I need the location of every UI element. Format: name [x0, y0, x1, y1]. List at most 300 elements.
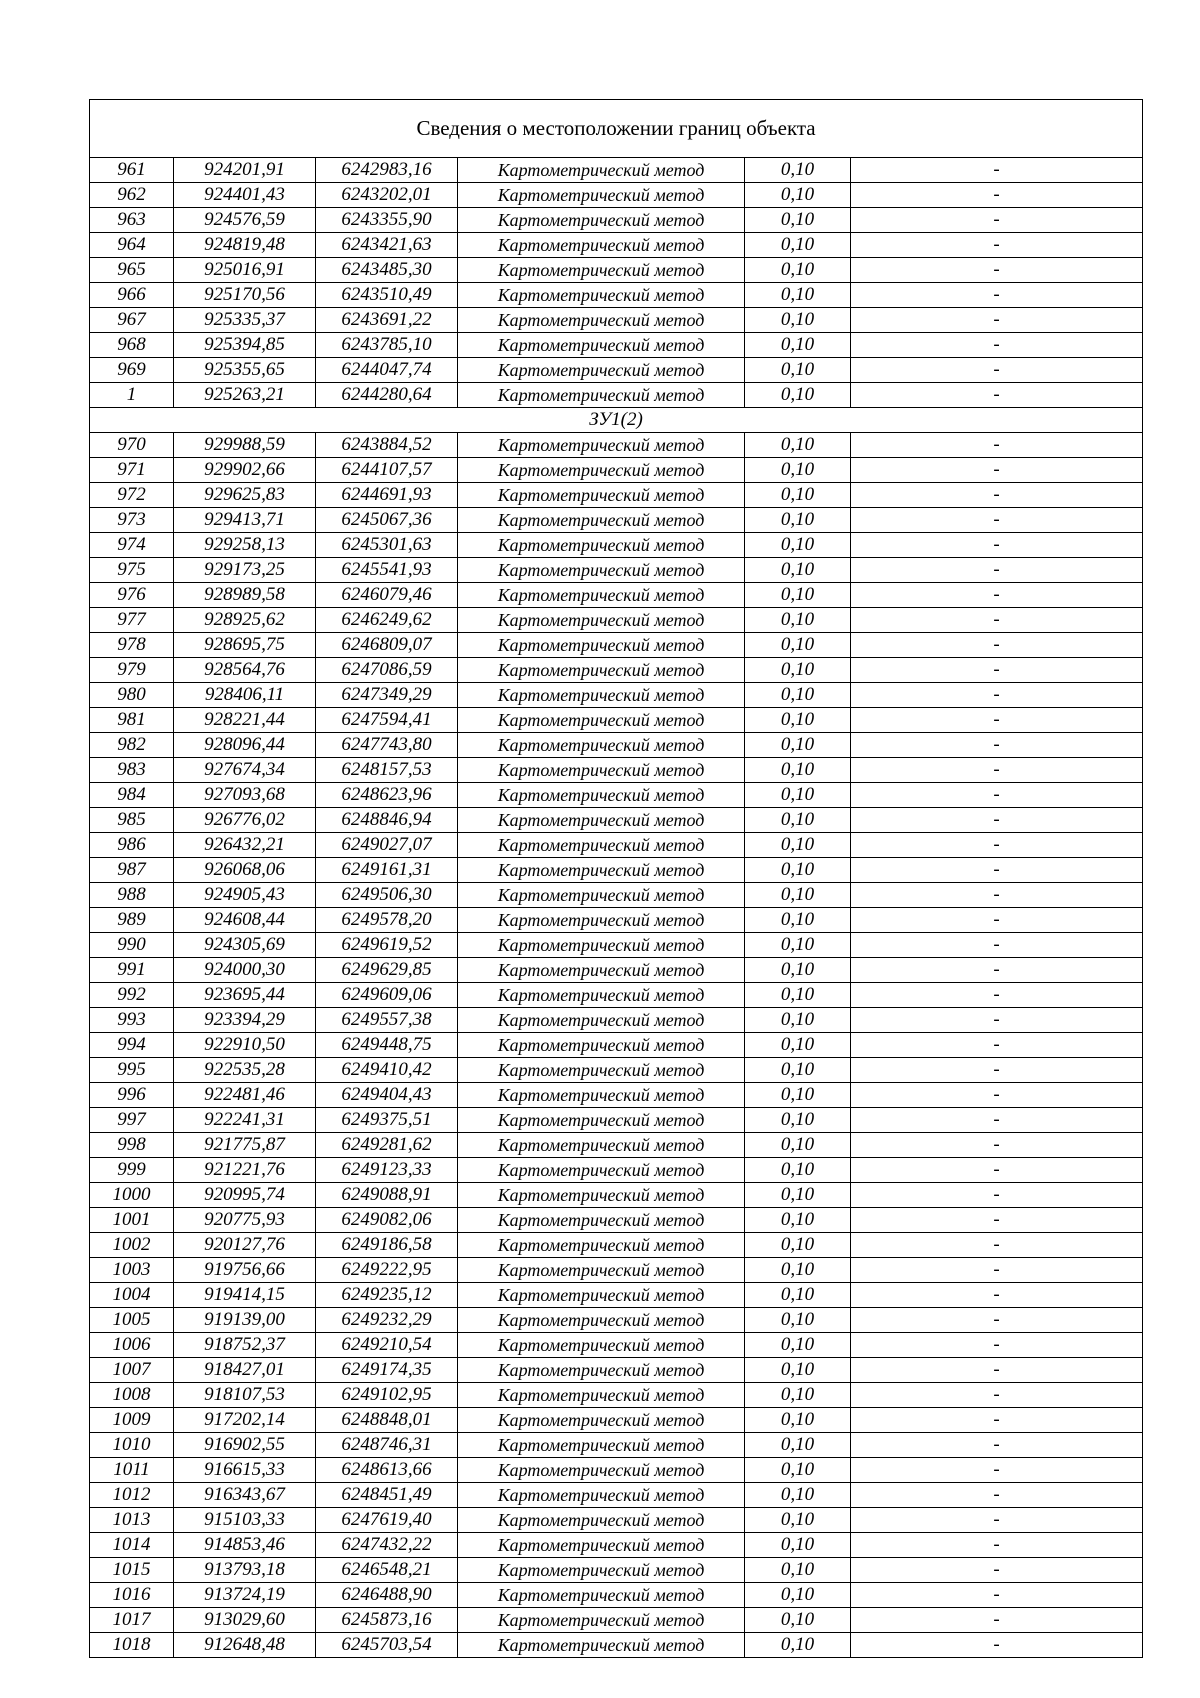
- note-cell: -: [851, 958, 1143, 983]
- note-cell: -: [851, 1458, 1143, 1483]
- table-row: [90, 883, 1143, 908]
- y-coordinate-cell: 6248746,31: [316, 1433, 458, 1458]
- point-number-cell: 992: [90, 983, 174, 1008]
- y-coordinate-cell: 6246548,21: [316, 1558, 458, 1583]
- section-label: ЗУ1(2): [90, 408, 1143, 433]
- table-row: [90, 233, 1143, 258]
- y-coordinate-cell: 6243202,01: [316, 183, 458, 208]
- point-number-cell: 997: [90, 1108, 174, 1133]
- point-number-cell: 979: [90, 658, 174, 683]
- table-row: [90, 1583, 1143, 1608]
- point-number-cell: 988: [90, 883, 174, 908]
- note-cell: -: [851, 783, 1143, 808]
- table-row: [90, 758, 1143, 783]
- note-cell: -: [851, 183, 1143, 208]
- table-row: [90, 1358, 1143, 1383]
- table-row: [90, 1533, 1143, 1558]
- accuracy-cell: 0,10: [745, 1208, 851, 1233]
- accuracy-cell: 0,10: [745, 1058, 851, 1083]
- y-coordinate-cell: 6248623,96: [316, 783, 458, 808]
- boundary-coordinates-table: [89, 99, 1143, 1658]
- accuracy-cell: 0,10: [745, 983, 851, 1008]
- note-cell: -: [851, 933, 1143, 958]
- y-coordinate-cell: 6244691,93: [316, 483, 458, 508]
- accuracy-cell: 0,10: [745, 908, 851, 933]
- note-cell: -: [851, 1558, 1143, 1583]
- method-cell: Картометрический метод: [458, 1208, 745, 1233]
- method-cell: Картометрический метод: [458, 1433, 745, 1458]
- x-coordinate-cell: 916343,67: [174, 1483, 316, 1508]
- accuracy-cell: 0,10: [745, 1233, 851, 1258]
- accuracy-cell: 0,10: [745, 583, 851, 608]
- x-coordinate-cell: 924905,43: [174, 883, 316, 908]
- point-number-cell: 989: [90, 908, 174, 933]
- point-number-cell: 1000: [90, 1183, 174, 1208]
- method-cell: Картометрический метод: [458, 708, 745, 733]
- y-coordinate-cell: 6249629,85: [316, 958, 458, 983]
- accuracy-cell: 0,10: [745, 658, 851, 683]
- x-coordinate-cell: 929625,83: [174, 483, 316, 508]
- point-number-cell: 967: [90, 308, 174, 333]
- accuracy-cell: 0,10: [745, 1108, 851, 1133]
- accuracy-cell: 0,10: [745, 733, 851, 758]
- accuracy-cell: 0,10: [745, 958, 851, 983]
- method-cell: Картометрический метод: [458, 1033, 745, 1058]
- method-cell: Картометрический метод: [458, 283, 745, 308]
- table-row: [90, 1383, 1143, 1408]
- accuracy-cell: 0,10: [745, 608, 851, 633]
- accuracy-cell: 0,10: [745, 1533, 851, 1558]
- accuracy-cell: 0,10: [745, 558, 851, 583]
- method-cell: Картометрический метод: [458, 558, 745, 583]
- table-row: [90, 958, 1143, 983]
- method-cell: Картометрический метод: [458, 1408, 745, 1433]
- note-cell: -: [851, 1633, 1143, 1658]
- note-cell: -: [851, 858, 1143, 883]
- point-number-cell: 1007: [90, 1358, 174, 1383]
- table-row: [90, 1433, 1143, 1458]
- y-coordinate-cell: 6249235,12: [316, 1283, 458, 1308]
- x-coordinate-cell: 916902,55: [174, 1433, 316, 1458]
- note-cell: -: [851, 1083, 1143, 1108]
- point-number-cell: 982: [90, 733, 174, 758]
- accuracy-cell: 0,10: [745, 1633, 851, 1658]
- note-cell: -: [851, 333, 1143, 358]
- method-cell: Картометрический метод: [458, 433, 745, 458]
- point-number-cell: 990: [90, 933, 174, 958]
- y-coordinate-cell: 6245703,54: [316, 1633, 458, 1658]
- x-coordinate-cell: 913724,19: [174, 1583, 316, 1608]
- table-row: [90, 508, 1143, 533]
- note-cell: -: [851, 1433, 1143, 1458]
- accuracy-cell: 0,10: [745, 383, 851, 408]
- point-number-cell: 1016: [90, 1583, 174, 1608]
- x-coordinate-cell: 925394,85: [174, 333, 316, 358]
- note-cell: -: [851, 758, 1143, 783]
- point-number-cell: 1014: [90, 1533, 174, 1558]
- point-number-cell: 981: [90, 708, 174, 733]
- table-row: [90, 858, 1143, 883]
- point-number-cell: 973: [90, 508, 174, 533]
- x-coordinate-cell: 922910,50: [174, 1033, 316, 1058]
- accuracy-cell: 0,10: [745, 1258, 851, 1283]
- y-coordinate-cell: 6249506,30: [316, 883, 458, 908]
- x-coordinate-cell: 928925,62: [174, 608, 316, 633]
- note-cell: -: [851, 1208, 1143, 1233]
- table-row: [90, 1508, 1143, 1533]
- y-coordinate-cell: 6249410,42: [316, 1058, 458, 1083]
- x-coordinate-cell: 926068,06: [174, 858, 316, 883]
- table-row: [90, 383, 1143, 408]
- table-row: [90, 433, 1143, 458]
- accuracy-cell: 0,10: [745, 1358, 851, 1383]
- note-cell: -: [851, 1283, 1143, 1308]
- note-cell: -: [851, 1383, 1143, 1408]
- x-coordinate-cell: 929173,25: [174, 558, 316, 583]
- method-cell: Картометрический метод: [458, 333, 745, 358]
- accuracy-cell: 0,10: [745, 1183, 851, 1208]
- y-coordinate-cell: 6246079,46: [316, 583, 458, 608]
- method-cell: Картометрический метод: [458, 858, 745, 883]
- table-row: [90, 1133, 1143, 1158]
- accuracy-cell: 0,10: [745, 1308, 851, 1333]
- table-row: [90, 1408, 1143, 1433]
- table-row: [90, 483, 1143, 508]
- accuracy-cell: 0,10: [745, 333, 851, 358]
- method-cell: Картометрический метод: [458, 183, 745, 208]
- y-coordinate-cell: 6249210,54: [316, 1333, 458, 1358]
- point-number-cell: 1018: [90, 1633, 174, 1658]
- method-cell: Картометрический метод: [458, 1083, 745, 1108]
- y-coordinate-cell: 6247743,80: [316, 733, 458, 758]
- table-row: [90, 783, 1143, 808]
- x-coordinate-cell: 912648,48: [174, 1633, 316, 1658]
- x-coordinate-cell: 922481,46: [174, 1083, 316, 1108]
- y-coordinate-cell: 6245541,93: [316, 558, 458, 583]
- note-cell: -: [851, 1308, 1143, 1333]
- point-number-cell: 1002: [90, 1233, 174, 1258]
- section-row: [90, 408, 1143, 433]
- point-number-cell: 987: [90, 858, 174, 883]
- method-cell: Картометрический метод: [458, 258, 745, 283]
- note-cell: -: [851, 583, 1143, 608]
- accuracy-cell: 0,10: [745, 1158, 851, 1183]
- accuracy-cell: 0,10: [745, 708, 851, 733]
- point-number-cell: 996: [90, 1083, 174, 1108]
- y-coordinate-cell: 6244280,64: [316, 383, 458, 408]
- x-coordinate-cell: 928221,44: [174, 708, 316, 733]
- table-row: [90, 458, 1143, 483]
- point-number-cell: 983: [90, 758, 174, 783]
- point-number-cell: 1006: [90, 1333, 174, 1358]
- x-coordinate-cell: 924201,91: [174, 158, 316, 183]
- method-cell: Картометрический метод: [458, 1358, 745, 1383]
- accuracy-cell: 0,10: [745, 758, 851, 783]
- method-cell: Картометрический метод: [458, 1158, 745, 1183]
- table-row: [90, 658, 1143, 683]
- method-cell: Картометрический метод: [458, 608, 745, 633]
- note-cell: -: [851, 1583, 1143, 1608]
- document-page: [89, 99, 1142, 1658]
- x-coordinate-cell: 915103,33: [174, 1508, 316, 1533]
- accuracy-cell: 0,10: [745, 1408, 851, 1433]
- table-row: [90, 1558, 1143, 1583]
- table-row: [90, 833, 1143, 858]
- table-row: [90, 558, 1143, 583]
- x-coordinate-cell: 918107,53: [174, 1383, 316, 1408]
- x-coordinate-cell: 920995,74: [174, 1183, 316, 1208]
- accuracy-cell: 0,10: [745, 308, 851, 333]
- x-coordinate-cell: 928695,75: [174, 633, 316, 658]
- point-number-cell: 976: [90, 583, 174, 608]
- note-cell: -: [851, 808, 1143, 833]
- accuracy-cell: 0,10: [745, 508, 851, 533]
- table-row: [90, 1308, 1143, 1333]
- table-row: [90, 1333, 1143, 1358]
- x-coordinate-cell: 928564,76: [174, 658, 316, 683]
- point-number-cell: 962: [90, 183, 174, 208]
- point-number-cell: 1015: [90, 1558, 174, 1583]
- accuracy-cell: 0,10: [745, 433, 851, 458]
- note-cell: -: [851, 358, 1143, 383]
- y-coordinate-cell: 6242983,16: [316, 158, 458, 183]
- x-coordinate-cell: 925335,37: [174, 308, 316, 333]
- note-cell: -: [851, 658, 1143, 683]
- point-number-cell: 991: [90, 958, 174, 983]
- point-number-cell: 1: [90, 383, 174, 408]
- y-coordinate-cell: 6245301,63: [316, 533, 458, 558]
- method-cell: Картометрический метод: [458, 508, 745, 533]
- y-coordinate-cell: 6243510,49: [316, 283, 458, 308]
- point-number-cell: 984: [90, 783, 174, 808]
- note-cell: -: [851, 1033, 1143, 1058]
- table-row: [90, 533, 1143, 558]
- table-row: [90, 1633, 1143, 1658]
- note-cell: -: [851, 1483, 1143, 1508]
- method-cell: Картометрический метод: [458, 158, 745, 183]
- y-coordinate-cell: 6249232,29: [316, 1308, 458, 1333]
- y-coordinate-cell: 6247086,59: [316, 658, 458, 683]
- y-coordinate-cell: 6249281,62: [316, 1133, 458, 1158]
- table-row: [90, 1208, 1143, 1233]
- table-row: [90, 183, 1143, 208]
- accuracy-cell: 0,10: [745, 283, 851, 308]
- table-row: [90, 1283, 1143, 1308]
- method-cell: Картометрический метод: [458, 933, 745, 958]
- note-cell: -: [851, 1233, 1143, 1258]
- y-coordinate-cell: 6243884,52: [316, 433, 458, 458]
- x-coordinate-cell: 920775,93: [174, 1208, 316, 1233]
- accuracy-cell: 0,10: [745, 158, 851, 183]
- accuracy-cell: 0,10: [745, 483, 851, 508]
- point-number-cell: 1017: [90, 1608, 174, 1633]
- x-coordinate-cell: 923394,29: [174, 1008, 316, 1033]
- y-coordinate-cell: 6249027,07: [316, 833, 458, 858]
- point-number-cell: 968: [90, 333, 174, 358]
- point-number-cell: 969: [90, 358, 174, 383]
- x-coordinate-cell: 929988,59: [174, 433, 316, 458]
- point-number-cell: 993: [90, 1008, 174, 1033]
- x-coordinate-cell: 920127,76: [174, 1233, 316, 1258]
- point-number-cell: 1004: [90, 1283, 174, 1308]
- note-cell: -: [851, 633, 1143, 658]
- y-coordinate-cell: 6249123,33: [316, 1158, 458, 1183]
- table-row: [90, 583, 1143, 608]
- note-cell: -: [851, 458, 1143, 483]
- table-row: [90, 1083, 1143, 1108]
- table-row: [90, 908, 1143, 933]
- table-row: [90, 1233, 1143, 1258]
- x-coordinate-cell: 924000,30: [174, 958, 316, 983]
- x-coordinate-cell: 921221,76: [174, 1158, 316, 1183]
- method-cell: Картометрический метод: [458, 1383, 745, 1408]
- table-row: [90, 1458, 1143, 1483]
- method-cell: Картометрический метод: [458, 783, 745, 808]
- x-coordinate-cell: 919139,00: [174, 1308, 316, 1333]
- x-coordinate-cell: 919414,15: [174, 1283, 316, 1308]
- point-number-cell: 1008: [90, 1383, 174, 1408]
- y-coordinate-cell: 6249222,95: [316, 1258, 458, 1283]
- method-cell: Картометрический метод: [458, 1333, 745, 1358]
- point-number-cell: 965: [90, 258, 174, 283]
- method-cell: Картометрический метод: [458, 1308, 745, 1333]
- note-cell: -: [851, 983, 1143, 1008]
- x-coordinate-cell: 916615,33: [174, 1458, 316, 1483]
- y-coordinate-cell: 6249404,43: [316, 1083, 458, 1108]
- table-row: [90, 1258, 1143, 1283]
- table-row: [90, 1158, 1143, 1183]
- x-coordinate-cell: 918752,37: [174, 1333, 316, 1358]
- x-coordinate-cell: 926432,21: [174, 833, 316, 858]
- point-number-cell: 1010: [90, 1433, 174, 1458]
- note-cell: -: [851, 908, 1143, 933]
- accuracy-cell: 0,10: [745, 1333, 851, 1358]
- method-cell: Картометрический метод: [458, 958, 745, 983]
- table-row: [90, 933, 1143, 958]
- y-coordinate-cell: 6247432,22: [316, 1533, 458, 1558]
- y-coordinate-cell: 6248157,53: [316, 758, 458, 783]
- y-coordinate-cell: 6245067,36: [316, 508, 458, 533]
- note-cell: -: [851, 283, 1143, 308]
- note-cell: -: [851, 883, 1143, 908]
- point-number-cell: 980: [90, 683, 174, 708]
- method-cell: Картометрический метод: [458, 483, 745, 508]
- x-coordinate-cell: 924576,59: [174, 208, 316, 233]
- note-cell: -: [851, 308, 1143, 333]
- note-cell: -: [851, 1258, 1143, 1283]
- point-number-cell: 963: [90, 208, 174, 233]
- table-row: [90, 258, 1143, 283]
- accuracy-cell: 0,10: [745, 1608, 851, 1633]
- point-number-cell: 972: [90, 483, 174, 508]
- accuracy-cell: 0,10: [745, 933, 851, 958]
- y-coordinate-cell: 6247349,29: [316, 683, 458, 708]
- point-number-cell: 978: [90, 633, 174, 658]
- point-number-cell: 1003: [90, 1258, 174, 1283]
- method-cell: Картометрический метод: [458, 733, 745, 758]
- method-cell: Картометрический метод: [458, 1508, 745, 1533]
- point-number-cell: 1011: [90, 1458, 174, 1483]
- point-number-cell: 998: [90, 1133, 174, 1158]
- method-cell: Картометрический метод: [458, 458, 745, 483]
- x-coordinate-cell: 927093,68: [174, 783, 316, 808]
- y-coordinate-cell: 6249375,51: [316, 1108, 458, 1133]
- y-coordinate-cell: 6249578,20: [316, 908, 458, 933]
- method-cell: Картометрический метод: [458, 808, 745, 833]
- table-row: [90, 208, 1143, 233]
- note-cell: -: [851, 258, 1143, 283]
- x-coordinate-cell: 917202,14: [174, 1408, 316, 1433]
- method-cell: Картометрический метод: [458, 683, 745, 708]
- table-row: [90, 283, 1143, 308]
- table-row: [90, 1058, 1143, 1083]
- y-coordinate-cell: 6248613,66: [316, 1458, 458, 1483]
- point-number-cell: 1001: [90, 1208, 174, 1233]
- y-coordinate-cell: 6249448,75: [316, 1033, 458, 1058]
- method-cell: Картометрический метод: [458, 633, 745, 658]
- method-cell: Картометрический метод: [458, 1133, 745, 1158]
- note-cell: -: [851, 1158, 1143, 1183]
- table-row: [90, 1183, 1143, 1208]
- accuracy-cell: 0,10: [745, 1508, 851, 1533]
- accuracy-cell: 0,10: [745, 358, 851, 383]
- x-coordinate-cell: 919756,66: [174, 1258, 316, 1283]
- accuracy-cell: 0,10: [745, 858, 851, 883]
- x-coordinate-cell: 923695,44: [174, 983, 316, 1008]
- x-coordinate-cell: 927674,34: [174, 758, 316, 783]
- y-coordinate-cell: 6249609,06: [316, 983, 458, 1008]
- method-cell: Картометрический метод: [458, 1108, 745, 1133]
- table-row: [90, 308, 1143, 333]
- accuracy-cell: 0,10: [745, 183, 851, 208]
- note-cell: -: [851, 833, 1143, 858]
- method-cell: Картометрический метод: [458, 1633, 745, 1658]
- note-cell: -: [851, 1108, 1143, 1133]
- note-cell: -: [851, 1058, 1143, 1083]
- y-coordinate-cell: 6244047,74: [316, 358, 458, 383]
- y-coordinate-cell: 6249619,52: [316, 933, 458, 958]
- x-coordinate-cell: 921775,87: [174, 1133, 316, 1158]
- note-cell: -: [851, 1333, 1143, 1358]
- x-coordinate-cell: 922241,31: [174, 1108, 316, 1133]
- method-cell: Картометрический метод: [458, 1458, 745, 1483]
- point-number-cell: 994: [90, 1033, 174, 1058]
- y-coordinate-cell: 6249161,31: [316, 858, 458, 883]
- table-row: [90, 1483, 1143, 1508]
- table-row: [90, 333, 1143, 358]
- accuracy-cell: 0,10: [745, 1133, 851, 1158]
- x-coordinate-cell: 914853,46: [174, 1533, 316, 1558]
- method-cell: Картометрический метод: [458, 533, 745, 558]
- method-cell: Картометрический метод: [458, 758, 745, 783]
- x-coordinate-cell: 925263,21: [174, 383, 316, 408]
- accuracy-cell: 0,10: [745, 1383, 851, 1408]
- method-cell: Картометрический метод: [458, 583, 745, 608]
- note-cell: -: [851, 1183, 1143, 1208]
- y-coordinate-cell: 6249557,38: [316, 1008, 458, 1033]
- accuracy-cell: 0,10: [745, 833, 851, 858]
- x-coordinate-cell: 924401,43: [174, 183, 316, 208]
- method-cell: Картометрический метод: [458, 1233, 745, 1258]
- x-coordinate-cell: 924819,48: [174, 233, 316, 258]
- x-coordinate-cell: 929413,71: [174, 508, 316, 533]
- method-cell: Картометрический метод: [458, 1608, 745, 1633]
- note-cell: -: [851, 483, 1143, 508]
- point-number-cell: 975: [90, 558, 174, 583]
- note-cell: -: [851, 533, 1143, 558]
- accuracy-cell: 0,10: [745, 208, 851, 233]
- note-cell: -: [851, 158, 1143, 183]
